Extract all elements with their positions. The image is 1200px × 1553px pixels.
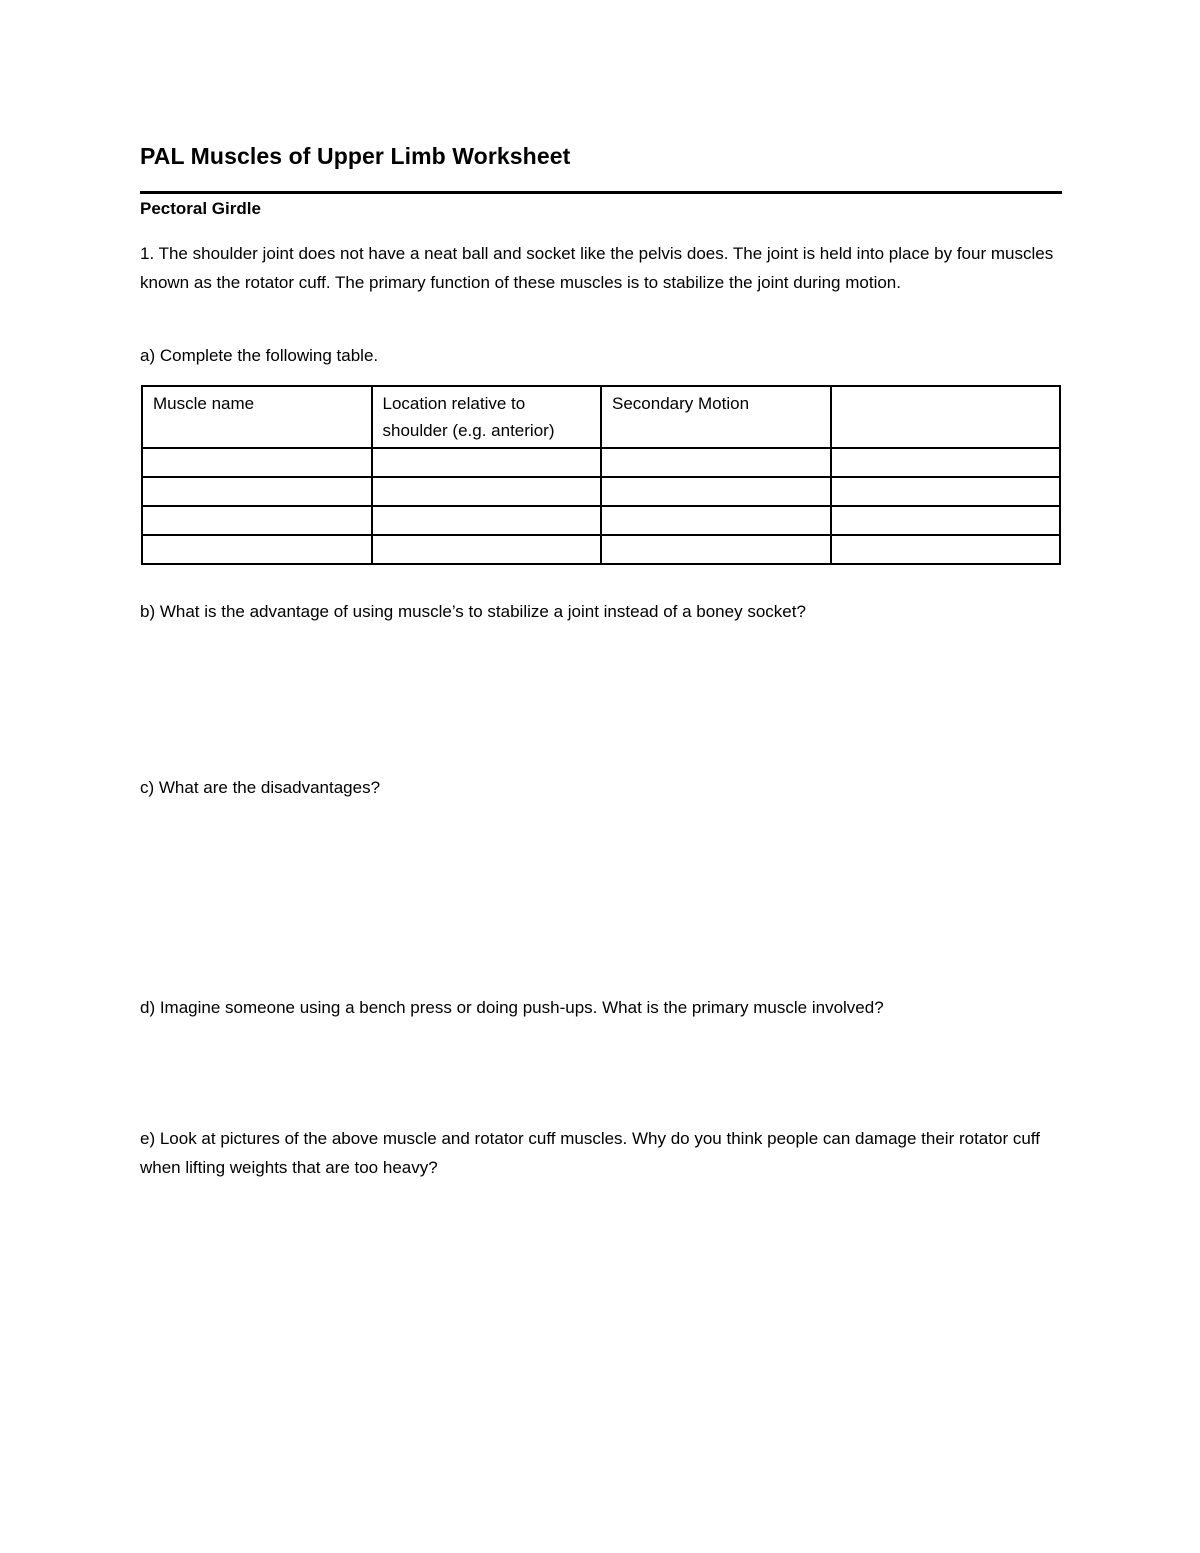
table-cell[interactable]: [601, 506, 831, 535]
table-header-cell: Muscle name: [142, 386, 372, 448]
question-d-text: d) Imagine someone using a bench press or doing push-ups. What is the primary muscle involved?: [140, 998, 884, 1017]
question-b-text: b) What is the advantage of using muscle’s to stabilize a joint instead of a boney socket?: [140, 602, 806, 621]
worksheet-title: PAL Muscles of Upper Limb Worksheet: [140, 143, 571, 169]
table-cell[interactable]: [831, 535, 1061, 564]
table-header-cell: [831, 386, 1061, 448]
table-cell[interactable]: [831, 506, 1061, 535]
table-cell[interactable]: [372, 535, 602, 564]
question-a-text: a) Complete the following table.: [140, 346, 379, 365]
title-divider: [140, 191, 1062, 194]
rotator-cuff-table: [141, 385, 1061, 565]
table-header-row: [142, 386, 1060, 448]
section-heading: Pectoral Girdle: [140, 199, 261, 218]
question-1-text: 1. The shoulder joint does not have a neat ball and socket like the pelvis does. The joint is held into place by four muscles known as the rotator cuff. The primary function of these muscles is to stabilize the joint during motion.: [140, 244, 1054, 292]
table-cell[interactable]: [372, 477, 602, 506]
table-cell[interactable]: [601, 477, 831, 506]
table-cell[interactable]: [372, 448, 602, 477]
table-cell[interactable]: [831, 477, 1061, 506]
table-row: [142, 535, 1060, 564]
table-cell[interactable]: [601, 448, 831, 477]
table-cell[interactable]: [142, 506, 372, 535]
table-cell[interactable]: [142, 448, 372, 477]
table-cell[interactable]: [601, 535, 831, 564]
table-row: [142, 506, 1060, 535]
table-row: [142, 477, 1060, 506]
question-c-text: c) What are the disadvantages?: [140, 778, 381, 797]
table-cell[interactable]: [831, 448, 1061, 477]
table-cell[interactable]: [372, 506, 602, 535]
table-row: [142, 448, 1060, 477]
table-header-cell: Secondary Motion: [601, 386, 831, 448]
table-header-cell: Location relative to shoulder (e.g. anterior): [372, 386, 602, 448]
table-cell[interactable]: [142, 535, 372, 564]
table-cell[interactable]: [142, 477, 372, 506]
question-e-text: e) Look at pictures of the above muscle and rotator cuff muscles. Why do you think people can damage their rotator cuff when lifting weights that are too heavy?: [140, 1129, 1040, 1177]
